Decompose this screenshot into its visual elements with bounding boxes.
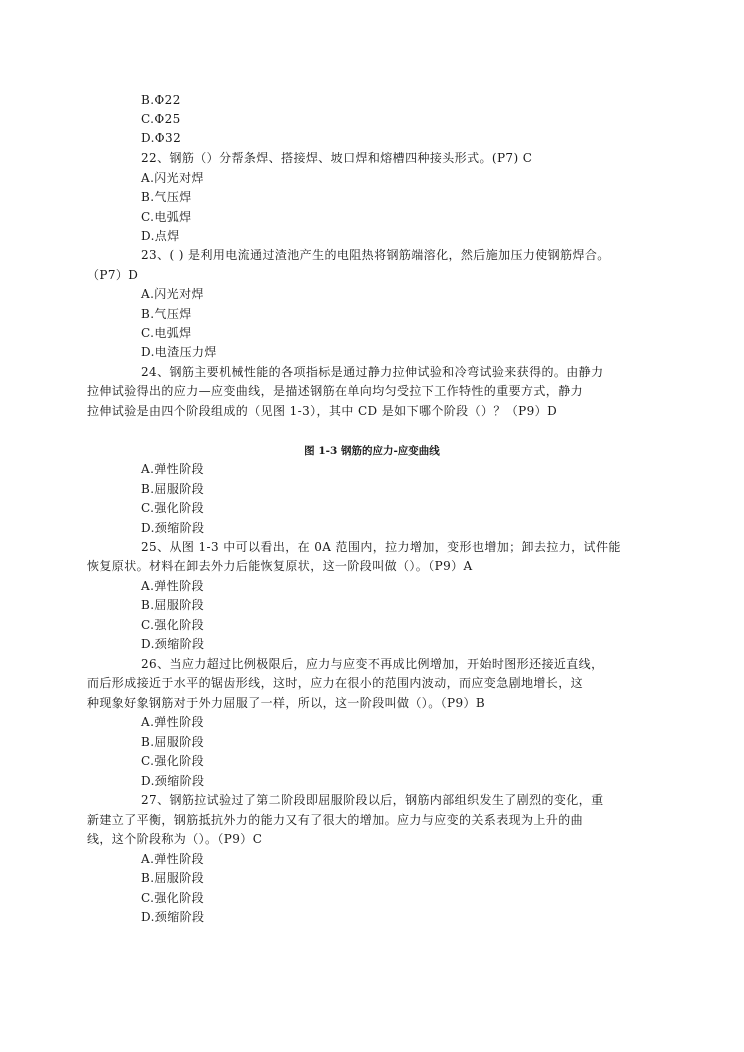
q25-stem-line-1: 25、从图 1-3 中可以看出，在 0A 范围内，拉力增加，变形也增加；卸去拉力，试件能 xyxy=(141,540,621,554)
q22-option-c: C.电弧焊 xyxy=(141,210,192,224)
q23-stem-line-1: 23、( ) 是利用电流通过渣池产生的电阻热将钢筋端溶化，然后施加压力使钢筋焊合。 xyxy=(141,248,610,262)
q24-option-b: B.屈服阶段 xyxy=(141,482,205,496)
q24-option-d: D.颈缩阶段 xyxy=(141,521,205,535)
q21-option-c: C.Φ25 xyxy=(141,112,181,126)
q22-option-a: A.闪光对焊 xyxy=(141,171,204,185)
q24-option-c: C.强化阶段 xyxy=(141,501,204,515)
q22-stem: 22、钢筋（）分帮条焊、搭接焊、坡口焊和熔槽四种接头形式。(P7) C xyxy=(141,151,533,165)
q23-option-c: C.电弧焊 xyxy=(141,326,192,340)
q24-stem-line-3: 拉伸试验是由四个阶段组成的（见图 1-3），其中 CD 是如下哪个阶段（）？（P9）D xyxy=(87,404,558,418)
q21-option-b: B.Φ22 xyxy=(141,93,181,107)
q22-option-b: B.气压焊 xyxy=(141,190,192,204)
q26-stem-line-1: 26、当应力超过比例极限后，应力与应变不再成比例增加，开始时图形还接近直线， xyxy=(141,657,604,671)
q27-stem-line-1: 27、钢筋拉试验过了第二阶段即屈服阶段以后，钢筋内部组织发生了剧烈的变化，重 xyxy=(141,793,604,807)
q21-option-d: D.Φ32 xyxy=(141,131,182,145)
q25-option-b: B.屈服阶段 xyxy=(141,598,205,612)
q27-stem-line-2: 新建立了平衡，钢筋抵抗外力的能力又有了很大的增加。应力与应变的关系表现为上升的曲 xyxy=(87,813,584,827)
q24-stem-line-1: 24、钢筋主要机械性能的各项指标是通过静力拉伸试验和冷弯试验来获得的。由静力 xyxy=(141,365,604,379)
q25-option-a: A.弹性阶段 xyxy=(141,579,204,593)
q25-option-d: D.颈缩阶段 xyxy=(141,637,205,651)
q26-stem-line-3: 种现象好象钢筋对于外力屈服了一样，所以，这一阶段叫做（）。（P9）B xyxy=(87,696,486,710)
q25-stem-line-2: 恢复原状。材料在卸去外力后能恢复原状，这一阶段叫做（）。（P9）A xyxy=(87,559,473,573)
q27-option-d: D.颈缩阶段 xyxy=(141,910,205,924)
q23-option-b: B.气压焊 xyxy=(141,307,192,321)
q27-stem-line-3: 线，这个阶段称为（）。（P9）C xyxy=(87,832,263,846)
q27-option-b: B.屈服阶段 xyxy=(141,871,205,885)
q26-option-b: B.屈服阶段 xyxy=(141,735,205,749)
q25-option-c: C.强化阶段 xyxy=(141,618,204,632)
figure-caption: 图 1-3 钢筋的应力-应变曲线 xyxy=(304,445,440,457)
q26-option-d: D.颈缩阶段 xyxy=(141,774,205,788)
q23-stem-line-2: （P7）D xyxy=(87,268,139,282)
q27-option-c: C.强化阶段 xyxy=(141,891,204,905)
q26-option-c: C.强化阶段 xyxy=(141,754,204,768)
q24-stem-line-2: 拉伸试验得出的应力—应变曲线，是描述钢筋在单向均匀受拉下工作特性的重要方式，静力 xyxy=(87,384,584,398)
q24-option-a: A.弹性阶段 xyxy=(141,462,204,476)
q26-option-a: A.弹性阶段 xyxy=(141,715,204,729)
q26-stem-line-2: 而后形成接近于水平的锯齿形线，这时，应力在很小的范围内波动，而应变急剧地增长，这 xyxy=(87,676,584,690)
q22-option-d: D.点焊 xyxy=(141,229,180,243)
q23-option-a: A.闪光对焊 xyxy=(141,287,204,301)
q23-option-d: D.电渣压力焊 xyxy=(141,345,217,359)
q27-option-a: A.弹性阶段 xyxy=(141,852,204,866)
